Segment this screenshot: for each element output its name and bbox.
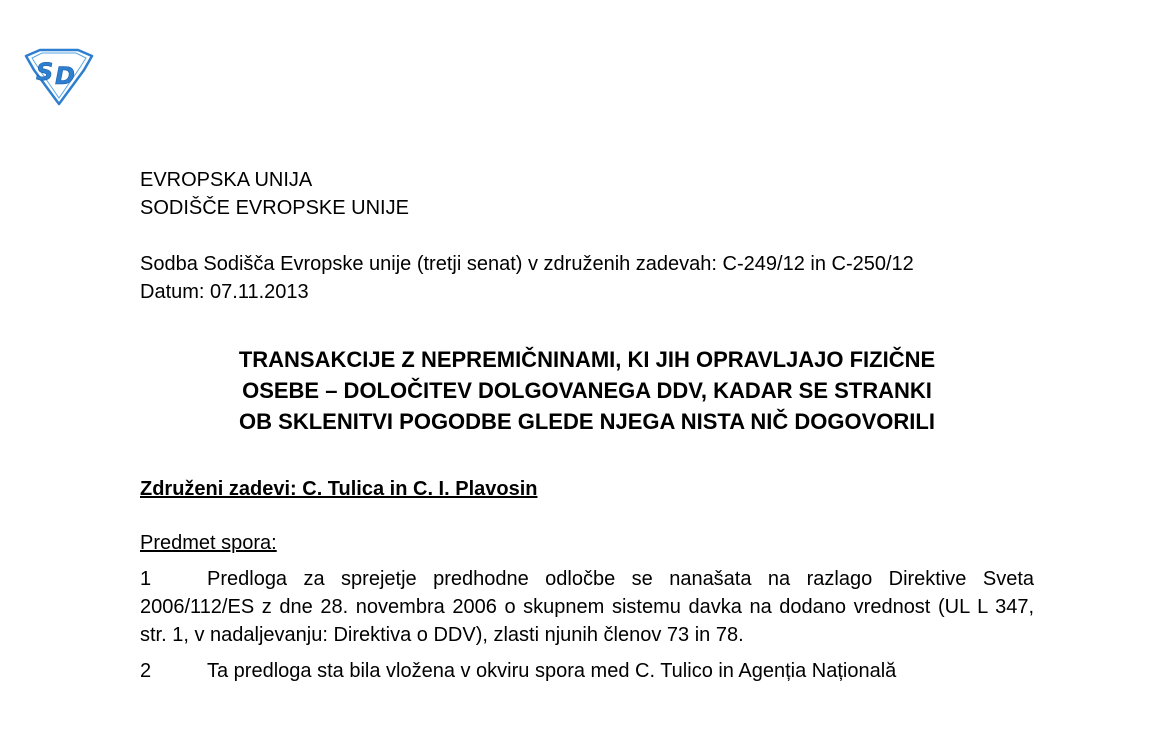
paragraph-number: 1 — [140, 568, 152, 590]
svg-text:S: S — [36, 58, 54, 86]
case-date: Datum: 07.11.2013 — [140, 281, 309, 303]
title-line-1: TRANSAKCIJE Z NEPREMIČNINAMI, KI JIH OPRAVLJAJO FIZIČNE — [238, 347, 936, 372]
sd-shield-logo-icon — [22, 48, 96, 106]
paragraph — [140, 657, 1034, 685]
paragraph — [140, 565, 1034, 649]
paragraph-number: 2 — [140, 660, 152, 682]
header-court: SODIŠČE EVROPSKE UNIJE — [140, 197, 409, 219]
svg-text:D: D — [55, 62, 75, 90]
document-body — [140, 166, 1034, 685]
title-line-2: OSEBE – DOLOČITEV DOLGOVANEGA DDV, KADAR SE STRANKI — [242, 378, 932, 403]
case-reference-text: Sodba Sodišča Evropske unije (tretji senat) v združenih zadevah: C-249/12 in C-250/12 — [140, 253, 914, 275]
paragraph-text: Predloga za sprejetje predhodne odločbe se nanašata na razlago Direktive Sveta 2006/112/ES z dne 28. novembra 2006 o skupnem sistemu davka na dodano vrednost (UL L 347, str. 1, v nadaljevanju: Direktiva o DDV), zlasti njunih členov 73 in 78. — [140, 568, 1034, 646]
document-title — [140, 344, 1034, 437]
joined-cases-heading: Združeni zadevi: C. Tulica in C. I. Plavosin — [140, 478, 538, 500]
header-eu: EVROPSKA UNIJA — [140, 169, 313, 191]
paragraph-text: Ta predloga sta bila vložena v okviru spora med C. Tulico in Agenția Națională — [207, 660, 897, 682]
case-reference — [140, 250, 1034, 306]
title-line-3: OB SKLENITVI POGODBE GLEDE NJEGA NISTA NIČ DOGOVORILI — [239, 409, 935, 434]
subject-heading: Predmet spora: — [140, 532, 277, 554]
